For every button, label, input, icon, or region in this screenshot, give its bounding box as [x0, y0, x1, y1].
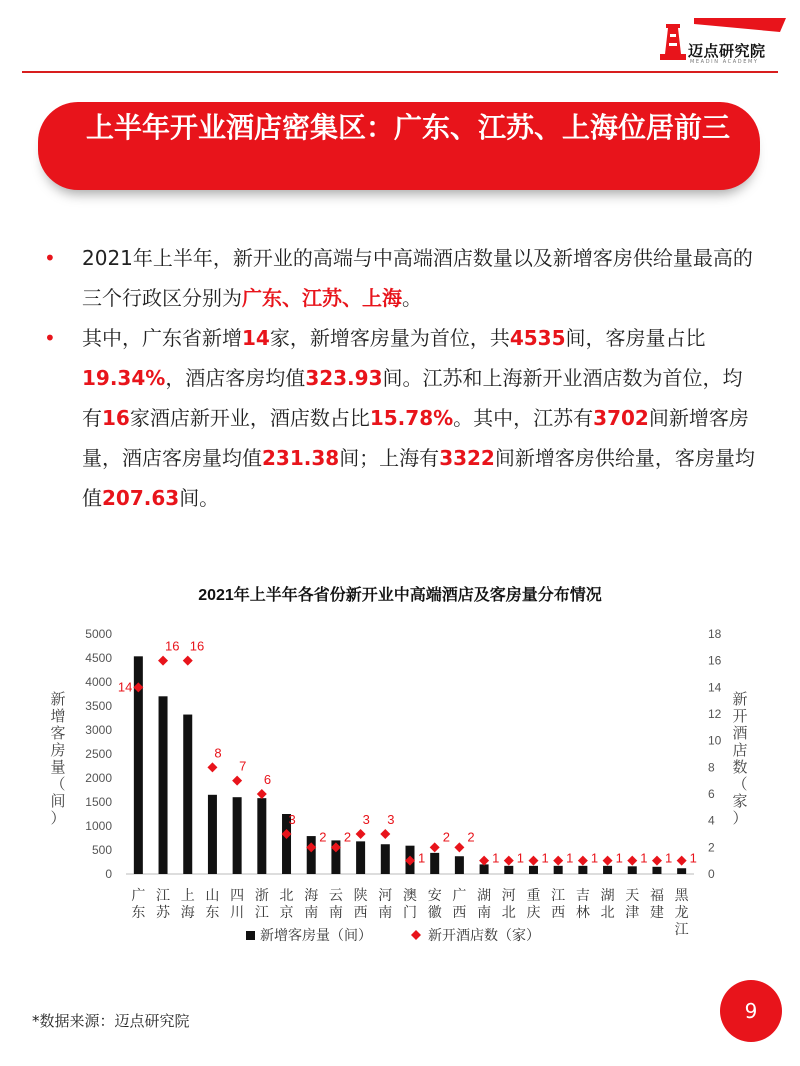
- y-tick-label: 5000: [85, 627, 112, 641]
- point-marker: [603, 856, 613, 866]
- highlight-text: 3322: [439, 446, 495, 470]
- data-label: 1: [492, 850, 500, 866]
- point-marker: [207, 762, 217, 772]
- y-tick-label: 4000: [85, 675, 112, 689]
- category-label: 吉林: [575, 887, 590, 920]
- data-source-note: *数据来源：迈点研究院: [32, 1012, 190, 1030]
- category-label: 四川: [230, 887, 245, 920]
- logo-name: 迈点研究院: [688, 42, 766, 60]
- point-marker: [183, 656, 193, 666]
- y2-tick-label: 18: [708, 627, 722, 641]
- category-label: 湖北: [600, 887, 615, 920]
- category-label: 浙江: [254, 887, 269, 920]
- point-marker: [430, 842, 440, 852]
- point-marker: [232, 776, 242, 786]
- category-label: 山东: [205, 887, 220, 920]
- bar: [208, 795, 217, 874]
- category-label: 湖南: [477, 887, 492, 920]
- y-tick-label: 1500: [85, 795, 112, 809]
- category-label: 天津: [625, 887, 640, 920]
- data-label: 3: [362, 812, 370, 827]
- body-text: 间新增客房量，酒店客房量均值: [82, 406, 749, 470]
- body-text: 间；上海有: [339, 446, 440, 470]
- bullet-dot-icon: •: [44, 246, 56, 270]
- data-label: 1: [689, 850, 697, 866]
- body-text: 间新增客房供给量，客房量均值: [82, 446, 755, 510]
- y-tick-label: 3500: [85, 699, 112, 713]
- data-label: 6: [263, 772, 272, 787]
- data-label: 1: [615, 850, 623, 866]
- bar: [356, 841, 365, 874]
- highlight-text: 4535: [509, 326, 566, 350]
- point-marker: [553, 856, 563, 866]
- data-label: 2: [343, 829, 352, 845]
- bar: [529, 866, 538, 874]
- bar: [455, 856, 464, 874]
- body-text: 间，客房量占比: [565, 326, 706, 350]
- data-label: 14: [117, 679, 133, 695]
- y-tick-label: 0: [105, 867, 112, 881]
- data-label: 16: [189, 638, 205, 654]
- bar: [554, 866, 563, 874]
- bar: [628, 866, 637, 874]
- category-label: 广西: [452, 887, 467, 920]
- data-label: 8: [214, 745, 222, 761]
- point-marker: [504, 856, 514, 866]
- bar: [480, 864, 489, 874]
- category-label: 广东: [131, 887, 146, 920]
- point-marker: [356, 829, 366, 839]
- point-marker: [380, 829, 390, 839]
- y2-axis-label: 新开酒店数（家）: [732, 691, 748, 827]
- bar: [159, 696, 168, 874]
- category-label: 安徽: [427, 887, 442, 920]
- highlight-text: 14: [242, 326, 270, 350]
- lighthouse-top: [666, 24, 680, 28]
- data-label: 1: [418, 850, 426, 866]
- body-text: 间。江苏和上海新开业酒店数为首位，均有: [82, 366, 743, 430]
- y-tick-label: 1000: [85, 819, 112, 833]
- y2-tick-label: 2: [708, 840, 715, 855]
- data-label: 2: [319, 829, 327, 845]
- data-label: 16: [165, 638, 180, 654]
- bar: [603, 866, 612, 874]
- bar: [504, 866, 513, 874]
- legend-point-label: 新开酒店数（家）: [428, 927, 540, 943]
- y2-tick-label: 4: [708, 813, 715, 828]
- lighthouse-icon: [665, 28, 681, 54]
- point-marker: [257, 789, 267, 799]
- point-marker: [479, 856, 489, 866]
- y2-tick-label: 10: [708, 733, 722, 748]
- point-marker: [627, 856, 637, 866]
- bar: [578, 866, 587, 874]
- bar: [430, 853, 439, 874]
- body-text: 间。: [179, 486, 220, 510]
- category-label: 上海: [180, 887, 195, 920]
- bar: [381, 844, 390, 874]
- bullet-dot-icon: •: [44, 326, 56, 350]
- data-label: 2: [442, 829, 450, 845]
- category-label: 北京: [279, 887, 294, 920]
- body-text: 。其中，江苏有: [453, 406, 594, 430]
- page-number: 9: [720, 980, 782, 1042]
- logo-flag: [694, 18, 786, 32]
- bar: [652, 867, 661, 874]
- body-text: 其中，广东省新增: [82, 326, 242, 350]
- province-distribution-chart: [0, 570, 800, 960]
- logo-subtitle: MEADIN ACADEMY: [690, 59, 759, 65]
- bullet-item: [44, 238, 756, 318]
- data-label: 1: [516, 850, 525, 866]
- category-label: 黑龙江: [674, 887, 689, 937]
- category-label: 河北: [501, 887, 516, 920]
- category-label: 重庆: [526, 887, 541, 920]
- legend-point-swatch: [411, 930, 421, 940]
- body-text: 家酒店新开业，酒店数占比: [129, 406, 370, 430]
- data-label: 2: [467, 829, 475, 845]
- category-label: 陕西: [353, 887, 368, 920]
- bar: [183, 715, 192, 874]
- page-title: 上半年开业酒店密集区：广东、江苏、上海位居前三: [86, 111, 731, 144]
- chart-title: 2021年上半年各省份新开业中高端酒店及客房量分布情况: [198, 587, 602, 604]
- y-tick-label: 3000: [85, 723, 112, 737]
- data-label: 1: [640, 850, 648, 866]
- bar: [307, 836, 316, 874]
- point-marker: [652, 856, 662, 866]
- y-tick-label: 500: [91, 843, 112, 857]
- data-label: 1: [566, 850, 574, 866]
- legend-bar-label: 新增客房量（间）: [260, 927, 372, 943]
- category-label: 江苏: [156, 887, 171, 920]
- body-text: 2021年上半年，新开业的高端与中高端酒店数量以及新增客房供给量最高的三个行政区分别为: [82, 246, 753, 310]
- data-label: 1: [541, 850, 549, 866]
- bar: [677, 868, 686, 874]
- bullet-list: [44, 238, 756, 518]
- y-tick-label: 2000: [85, 771, 112, 785]
- category-label: 江西: [551, 887, 566, 920]
- point-marker: [677, 856, 687, 866]
- y2-tick-label: 0: [708, 867, 715, 881]
- y2-tick-label: 16: [708, 653, 722, 668]
- highlight-text: 16: [102, 406, 130, 430]
- bar: [257, 798, 266, 874]
- highlight-text: 231.38: [262, 446, 340, 470]
- highlight-text: 323.93: [305, 366, 383, 390]
- y-axis-label: 新增客房量（间）: [50, 691, 66, 827]
- y-tick-label: 2500: [85, 747, 112, 761]
- category-label: 云南: [328, 887, 343, 920]
- highlight-text: 3702: [593, 406, 649, 430]
- header-divider: [22, 71, 778, 73]
- data-label: 3: [288, 812, 296, 827]
- bar: [233, 797, 242, 874]
- highlight-text: 19.34%: [82, 366, 166, 390]
- data-label: 1: [664, 850, 673, 866]
- body-text: 。: [402, 286, 422, 310]
- data-label: 3: [387, 812, 395, 827]
- point-marker: [578, 856, 588, 866]
- body-text: ，酒店客房均值: [165, 366, 306, 390]
- point-marker: [528, 856, 538, 866]
- point-marker: [454, 842, 464, 852]
- data-label: 7: [239, 758, 247, 774]
- category-label: 澳门: [403, 887, 417, 920]
- highlight-text: 207.63: [102, 486, 180, 510]
- y-tick-label: 4500: [85, 651, 112, 665]
- y2-tick-label: 12: [708, 707, 722, 721]
- data-label: 1: [590, 850, 599, 866]
- highlight-text: 15.78%: [369, 406, 454, 430]
- y2-tick-label: 8: [708, 760, 715, 775]
- legend-bar-swatch: [246, 931, 255, 940]
- y2-tick-label: 6: [708, 787, 715, 801]
- point-marker: [158, 656, 168, 666]
- body-text: 家，新增客房量为首位，共: [269, 326, 510, 350]
- category-label: 河南: [378, 887, 393, 920]
- y2-tick-label: 14: [708, 680, 722, 695]
- category-label: 海南: [304, 887, 319, 920]
- bullet-item: [44, 318, 756, 518]
- category-label: 福建: [649, 887, 664, 920]
- highlight-text: 广东、江苏、上海: [242, 286, 402, 310]
